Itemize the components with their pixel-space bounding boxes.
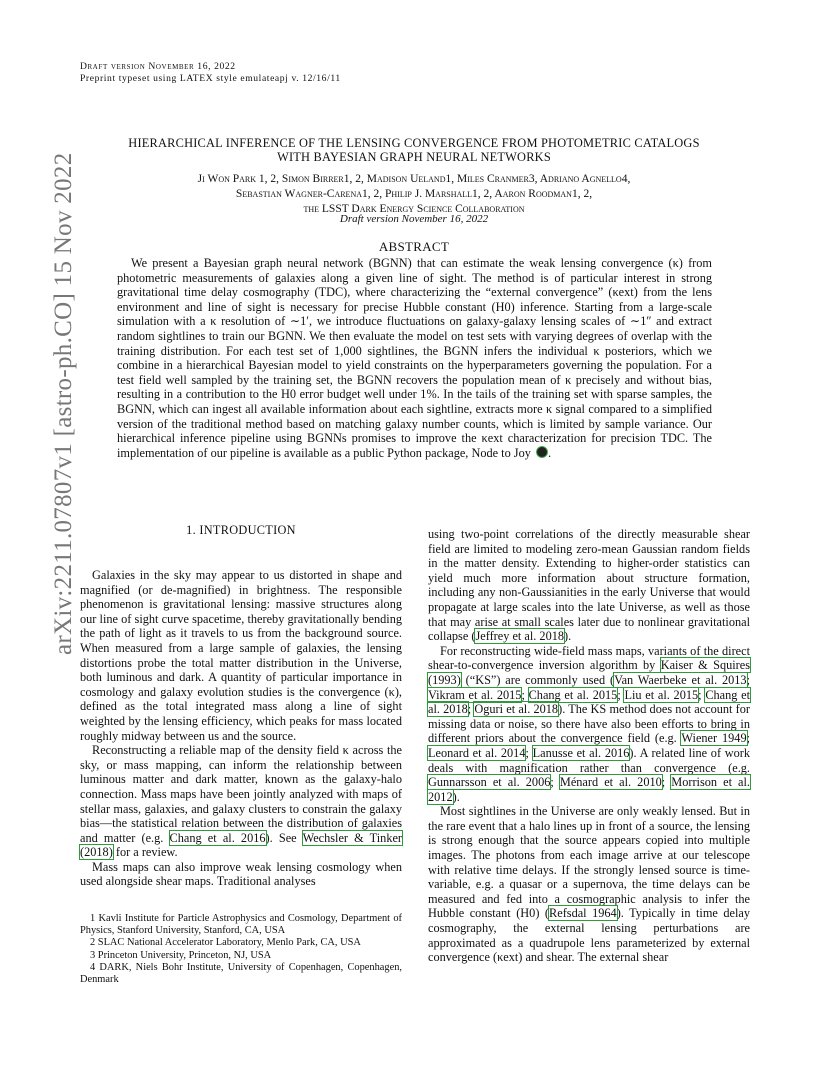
arxiv-identifier[interactable]: arXiv:2211.07807v1 [astro-ph.CO] 15 Nov 2022 (50, 152, 77, 655)
author-list (60, 172, 768, 217)
abstract-text: We present a Bayesian graph neural network (BGNN) that can estimate the weak lensing convergence (κ) from photometric measurements of galaxies along a given line of sight. The method is of particular interest in strong gravitational time delay cosmography (TDC), where characterizing the “external convergence” (κext) from the lens environment and line of sight is necessary for precise Hubble constant (H0) inference. Starting from a large-scale simulation with a κ resolution of ∼1′, we introduce fluctuations on galaxy-galaxy lensing scales of ∼1″ and extract random sightlines to train our BGNN. We then evaluate the model on test sets with varying degrees of overlap with the training distribution. For each test set of 1,000 sightlines, the BGNN infers the individual κ posteriors, which we combine in a hierarchical Bayesian model to yield constraints on the hyperparameters governing the population. For a test field well sampled by the training set, the BGNN recovers the population mean of κ precisely and without bias, resulting in a contribution to the H0 error budget well under 1%. In the tails of the training set with sparse samples, the BGNN, which can ingest all available information about each sightline, extracts more κ signal compared to a simplified version of the traditional method based on matching galaxy number counts, which is limited by sample variance. Our hierarchical inference pipeline using BGNNs promises to improve the κext characterization for precision TDC. The implementation of our pipeline is available as a public Python package, Node to Joy (117, 256, 712, 460)
right-column (428, 527, 750, 965)
citation-link[interactable]: Chang et al. 2016 (169, 830, 266, 845)
authors-line-2: Sebastian Wagner-Carena1, 2, Philip J. Marshall1, 2, Aaron Roodman1, 2, (235, 188, 593, 200)
authors-line-1: Ji Won Park 1, 2, Simon Birrer1, 2, Madison Ueland1, Miles Cranmer3, Adriano Agnello4, (197, 173, 631, 185)
paper-title (60, 136, 768, 164)
paragraph: Galaxies in the sky may appear to us distorted in shape and magnified (or de-magnified) in brightness. The responsible phenomenon is gravitational lensing: massive structures along our line of sight curve spacetime, thereby gravitationally bending the path of light as it travels to us from the background source. When measured from a large sample of galaxies, the lensing distortions probe the total matter distribution in the Universe, both luminous and dark. A quantity of particular importance in cosmology and galaxy evolution studies is the convergence (κ), defined as the total integrated mass along a line of sight weighted by the lensing efficiency, which peaks for mass located roughly midway between us and the source. (80, 568, 402, 743)
citation-link[interactable]: Gunnarsson et al. 2006 (428, 775, 551, 790)
citation-link[interactable]: Chang et al. 2018 (428, 687, 751, 717)
title-line-1: HIERARCHICAL INFERENCE OF THE LENSING CONVERGENCE FROM PHOTOMETRIC CATALOGS (128, 136, 700, 150)
title-line-2: WITH BAYESIAN GRAPH NEURAL NETWORKS (277, 150, 551, 164)
abstract-heading: ABSTRACT (378, 239, 450, 254)
citation-link[interactable]: Leonard et al. 2014 (428, 745, 526, 760)
arxiv-sidebar (10, 152, 77, 655)
paragraph: Most sightlines in the Universe are only weakly lensed. But in the rare event that a halo lines up in front of a source, the lensing is strong enough that the source appears copied into multiple images. The photons from each image arrive at our telescope with relative time delays. If the strongly lensed source is time-variable, e.g. a quasar or a supernova, the time delays can be measured and fed into a cosmographic analysis to infer the Hubble constant (H0) (Refsdal 1964). Typically in time delay cosmography, the external lensing perturbations are approximated as a quadrupole lens parameterized by external convergence (κext) and shear. The external shear (428, 804, 751, 965)
paragraph: Reconstructing a reliable map of the density field κ across the sky, or mass mapping, can inform the relationship between luminous matter and dark matter, known as the galaxy-halo connection. Mass maps have been jointly analyzed with maps of stellar mass, galaxies, and galaxy clusters to constrain the galaxy bias—the statistical relation between the distribution of galaxies and matter (e.g. Chang et al. 2016). See Wechsler & Tinker (2018) for a review. (80, 743, 403, 860)
paragraph: For reconstructing wide-field mass maps, variants of the direct shear-to-convergence inversion algorithm by Kaiser & Squires (1993) (“KS”) are commonly used (Van Waerbeke et al. 2013; Vikram et al. 2015; Chang et al. 2015; Liu et al. 2015; Chang et al. 2018; Oguri et al. 2018). The KS method does not account for missing data or noise, so there have also been efforts to bring in different priors about the convergence field (e.g. Wiener 1949; Leonard et al. 2014; Lanusse et al. 2016). A related line of work deals with magnification rather than convergence (e.g. Gunnarsson et al. 2006; Ménard et al. 2010; Morrison et al. 2012). (428, 643, 751, 804)
citation-link[interactable]: Refsdal 1964 (549, 906, 617, 921)
draft-line: Draft version November 16, 2022 (80, 61, 236, 72)
paragraph: Mass maps can also improve weak lensing cosmology when used alongside shear maps. Traditional analyses (80, 859, 402, 889)
citation-link[interactable]: Ménard et al. 2010 (559, 775, 662, 790)
citation-link[interactable]: Morrison et al. 2012 (428, 775, 751, 804)
section-heading-introduction: 1. INTRODUCTION (186, 523, 296, 537)
citation-link[interactable]: Van Waerbeke et al. 2013 (614, 672, 747, 687)
citation-link[interactable]: Vikram et al. 2015 (428, 687, 522, 702)
draft-date: Draft version November 16, 2022 (339, 213, 489, 225)
github-icon[interactable] (536, 446, 548, 458)
citation-link[interactable]: Wechsler & Tinker (2018) (80, 830, 403, 860)
citation-link[interactable]: Chang et al. 2015 (528, 687, 618, 702)
citation-link[interactable]: Liu et al. 2015 (624, 687, 699, 702)
authors-line-3: the LSST Dark Energy Science Collaboration (303, 203, 525, 215)
citation-link[interactable]: Wiener 1949 (681, 731, 747, 746)
citation-link[interactable]: Oguri et al. 2018 (474, 702, 559, 717)
abstract-body: We present a Bayesian graph neural network (BGNN) that can estimate the weak lensing convergence (κ) from photometric measurements of galaxies along a given line of sight. The method is of particular interest in strong gravitational time delay cosmography (TDC), where characterizing the “external convergence” (κext) from the lens environment and line of sight is necessary for precise Hubble constant (H0) inference. Starting from a large-scale simulation with a κ resolution of ∼1′, we introduce fluctuations on galaxy-galaxy lensing scales of ∼1″ and extract random sightlines to train our BGNN. We then evaluate the model on test sets with varying degrees of overlap with the training distribution. For each test set of 1,000 sightlines, the BGNN infers the individual κ posteriors, which we combine in a hierarchical Bayesian model to yield constraints on the hyperparameters governing the population. For a test field well sampled by the training set, the BGNN recovers the population mean of κ precisely and without bias, resulting in a contribution to the H0 error budget well under 1%. In the tails of the training set with sparse samples, the BGNN, which can ingest all available information about each sightline, extracts more κ signal compared to a simplified version of the traditional method based on matching galaxy number counts, which is limited by sample variance. Our hierarchical inference pipeline using BGNNs promises to improve the κext characterization for precision TDC. The implementation of our pipeline is available as a public Python package, Node to Joy . (117, 256, 712, 460)
preprint-line: Preprint typeset using LATEX style emulateapj v. 12/16/11 (80, 73, 341, 84)
footnote-3: 3 Princeton University, Princeton, NJ, USA (90, 949, 272, 961)
paragraph: using two-point correlations of the directly measurable shear field are limited to modeling zero-mean Gaussian random fields in the matter density. Extending to higher-order statistics can yield much more information about structure formation, including any non-Gaussianities in the early Universe that would propagate at large scales into the late Universe, as well as those that may arise at small scales later due to nonlinear gravitational collapse (Jeffrey et al. 2018). (428, 527, 750, 644)
citation-link[interactable]: Lanusse et al. 2016 (532, 745, 630, 760)
citation-link[interactable]: Jeffrey et al. 2018 (475, 629, 565, 644)
footnote-2: 2 SLAC National Accelerator Laboratory, Menlo Park, CA, USA (90, 937, 361, 949)
citation-link[interactable]: Kaiser & Squires (1993) (428, 658, 750, 687)
footnote-1: 1 Kavli Institute for Particle Astrophysics and Cosmology, Department of Physics, Stanford University, Stanford, CA, USA (80, 913, 402, 937)
running-header (80, 61, 341, 85)
footnotes (80, 913, 402, 986)
footnote-4: 4 DARK, Niels Bohr Institute, University of Copenhagen, Copenhagen, Denmark (80, 961, 402, 986)
left-column (80, 568, 402, 889)
